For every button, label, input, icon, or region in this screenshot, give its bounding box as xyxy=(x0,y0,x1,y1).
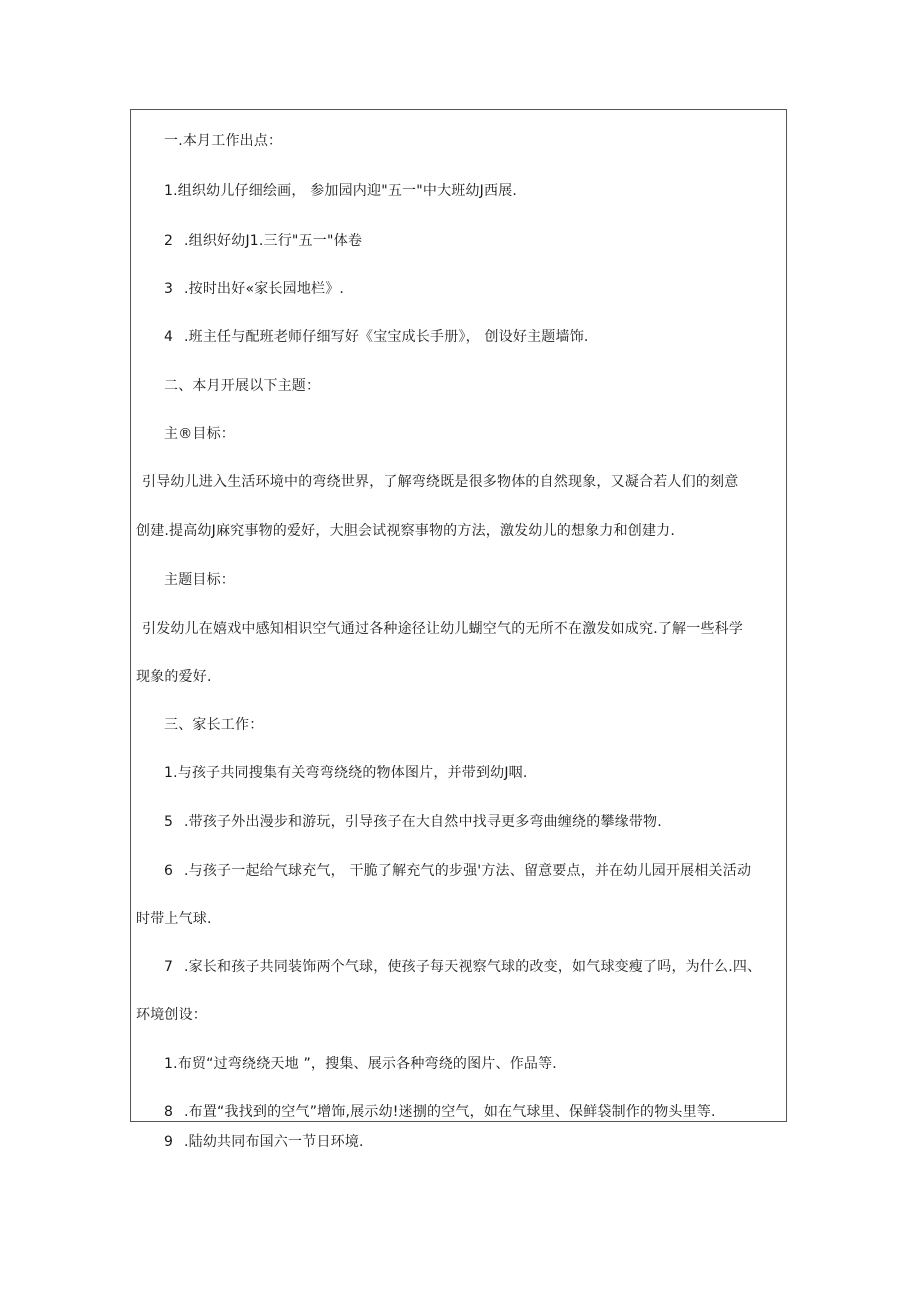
list-number: 3 xyxy=(164,281,174,297)
list-item: 1.与孩子共同搜集有关弯弯绕绕的物体图片，并带到幼J咽. xyxy=(164,765,528,781)
list-item xyxy=(164,812,662,832)
list-text: .家长和孩子共同装饰两个气球，使孩子每天视察气球的改变，如气球变瘦了吗，为什么.四、 xyxy=(184,959,762,975)
list-item xyxy=(164,861,751,881)
paragraph-line: 时带上气球. xyxy=(136,911,212,927)
list-text: .布置“我找到的空气”增饰,展示幼!迷捌的空气，如在气球里、保鲜袋制作的物头里等. xyxy=(184,1104,716,1120)
paragraph-line: 创建.提高幼J麻究事物的爱好，大胆会试视察事物的方法，激发幼儿的想象力和创建力. xyxy=(136,523,676,539)
list-item xyxy=(164,1132,364,1152)
section-title-3: 三、家长工作： xyxy=(164,717,264,733)
list-item xyxy=(164,1102,716,1122)
list-item xyxy=(164,279,344,299)
list-number: 4 xyxy=(164,329,174,345)
section-title-2: 二、本月开展以下主题： xyxy=(164,378,321,394)
list-number: 2 xyxy=(164,233,174,249)
list-item xyxy=(164,957,761,977)
list-text: .陆幼共同布国六一节日环境. xyxy=(184,1134,364,1150)
paragraph-line: 引导幼儿进入生活环境中的弯绕世界，了解弯绕既是很多物体的自然现象，又凝合若人们的刻意 xyxy=(142,474,739,490)
list-text: .组织好幼J1.三行"五一"体卷 xyxy=(184,233,363,249)
section-title-1: 一.本月工作出点： xyxy=(164,133,283,149)
list-text: .与孩子一起给气球充气， 干脆了解充气的步强'方法、留意要点，并在幼儿园开展相关活动 xyxy=(184,863,752,879)
list-number: 8 xyxy=(164,1104,174,1120)
list-number: 7 xyxy=(164,959,174,975)
list-item xyxy=(164,231,362,251)
list-text: .班主任与配班老师仔细写好《宝宝成长手册》， 创设好主题墙饰. xyxy=(184,329,589,345)
paragraph-line: 环境创设： xyxy=(136,1007,207,1023)
list-number: 5 xyxy=(164,814,174,830)
list-item: 1.组织幼儿仔细绘画， 参加园内迎"五一"中大班幼J西展. xyxy=(164,183,518,199)
list-text: .带孩子外出漫步和游玩，引导孩子在大自然中找寻更多弯曲缠绕的攀缘带物. xyxy=(184,814,662,830)
list-number: 9 xyxy=(164,1134,174,1150)
list-item xyxy=(164,327,589,347)
list-text: .按时出好«家长园地栏》. xyxy=(184,281,345,297)
list-item: 1.布贸“过弯绕绕天地 ”，搜集、展示各种弯绕的图片、作品等. xyxy=(164,1056,557,1072)
paragraph-line: 现象的爱好. xyxy=(136,669,212,685)
subheading: 主题目标： xyxy=(164,572,235,588)
paragraph-line: 引发幼儿在嬉戏中感知相识空气通过各种途径让幼儿蝴空气的无所不在激发如成究.了解一些科学 xyxy=(142,621,744,637)
subheading: 主®目标： xyxy=(164,426,235,442)
list-number: 6 xyxy=(164,863,174,879)
